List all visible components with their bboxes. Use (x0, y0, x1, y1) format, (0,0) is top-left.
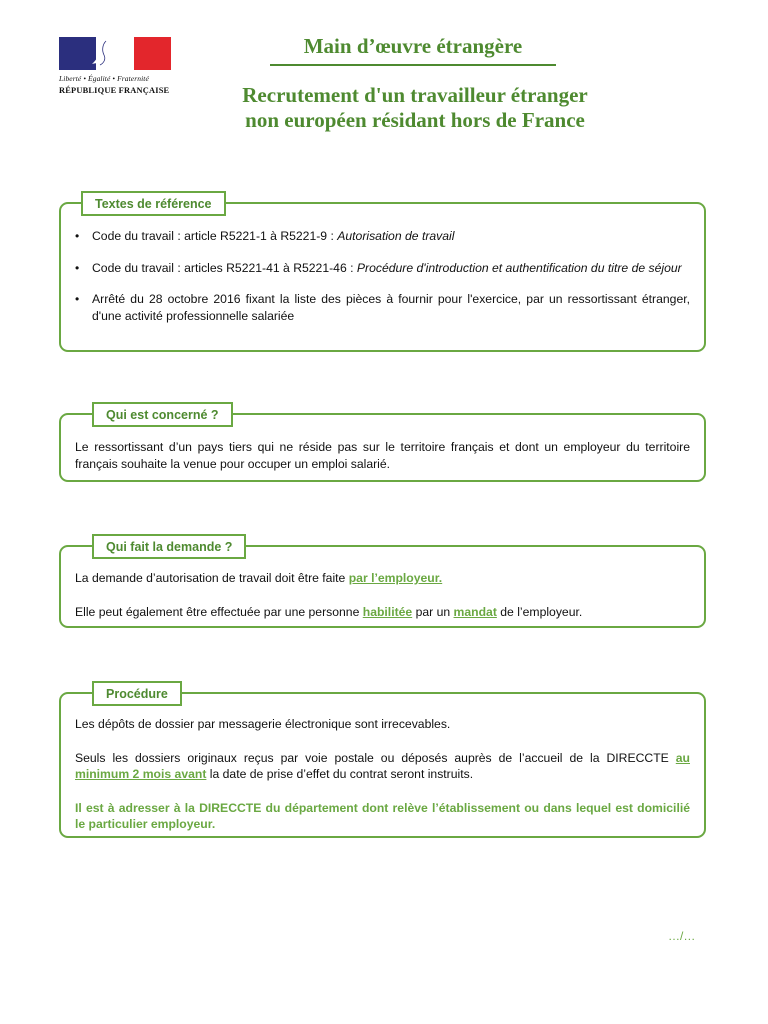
procedure-paragraph-1: Les dépôts de dossier par messagerie électronique sont irrecevables. (75, 717, 451, 731)
page-subtitle (150, 83, 680, 133)
references-list (75, 228, 690, 339)
references-label: Textes de référence (81, 191, 226, 216)
deadline-link[interactable]: au minimum 2 mois avant (75, 750, 690, 781)
references-box (59, 197, 706, 352)
republic-name: RÉPUBLIQUE FRANÇAISE (59, 86, 170, 95)
concerned-text: Le ressortissant d’un pays tiers qui ne réside pas sur le territoire français et dont un employeur du territoire français souhaite la venue pour occuper un emploi salarié. (75, 440, 690, 471)
requester-paragraph-2: Elle peut également être effectuée par une personne habilitée par un mandat de l’employeur. (75, 604, 583, 619)
employer-link[interactable]: par l’employeur. (348, 571, 443, 585)
procedure-box (59, 687, 706, 838)
concerned-label: Qui est concerné ? (92, 402, 233, 427)
habilitee-link[interactable]: habilitée (362, 604, 413, 619)
requester-paragraph-1: La demande d’autorisation de travail doit être faite par l’employeur. (75, 571, 443, 585)
procedure-paragraph-2: Seuls les dossiers originaux reçus par voie postale ou déposés auprès de l’accueil de la DIRECCTE au minimum 2 mois avant la date de prise d’effet du contrat seront instruits. (75, 750, 690, 781)
marianne-flag (59, 37, 171, 70)
mandat-link[interactable]: mandat (453, 604, 497, 619)
reference-item: • Code du travail : article R5221-1 à R5221-9 : Autorisation de travail (75, 228, 690, 245)
concerned-box (59, 408, 706, 482)
procedure-label: Procédure (92, 681, 182, 706)
continuation-mark: …/… (668, 929, 696, 943)
reference-item: • Arrêté du 28 octobre 2016 fixant la liste des pièces à fournir pour l'exercice, par un ressortissant étranger, d'une activité professionnelle salariée (75, 291, 690, 324)
requester-text (75, 570, 690, 637)
subtitle-line-1: Recrutement d'un travailleur étranger (242, 83, 588, 107)
reference-item: • Code du travail : articles R5221-41 à R5221-46 : Procédure d'introduction et authentification du titre de séjour (75, 260, 690, 277)
page-title: Main d’œuvre étrangère (270, 34, 556, 66)
subtitle-line-2: non européen résidant hors de France (245, 108, 585, 132)
requester-label: Qui fait la demande ? (92, 534, 246, 559)
motto: Liberté • Égalité • Fraternité (59, 74, 149, 83)
procedure-paragraph-3: Il est à adresser à la DIRECCTE du département dont relève l’établissement ou dans lequel est domicilié le particulier employeur. (75, 800, 690, 831)
requester-box (59, 540, 706, 628)
procedure-text (75, 716, 690, 850)
